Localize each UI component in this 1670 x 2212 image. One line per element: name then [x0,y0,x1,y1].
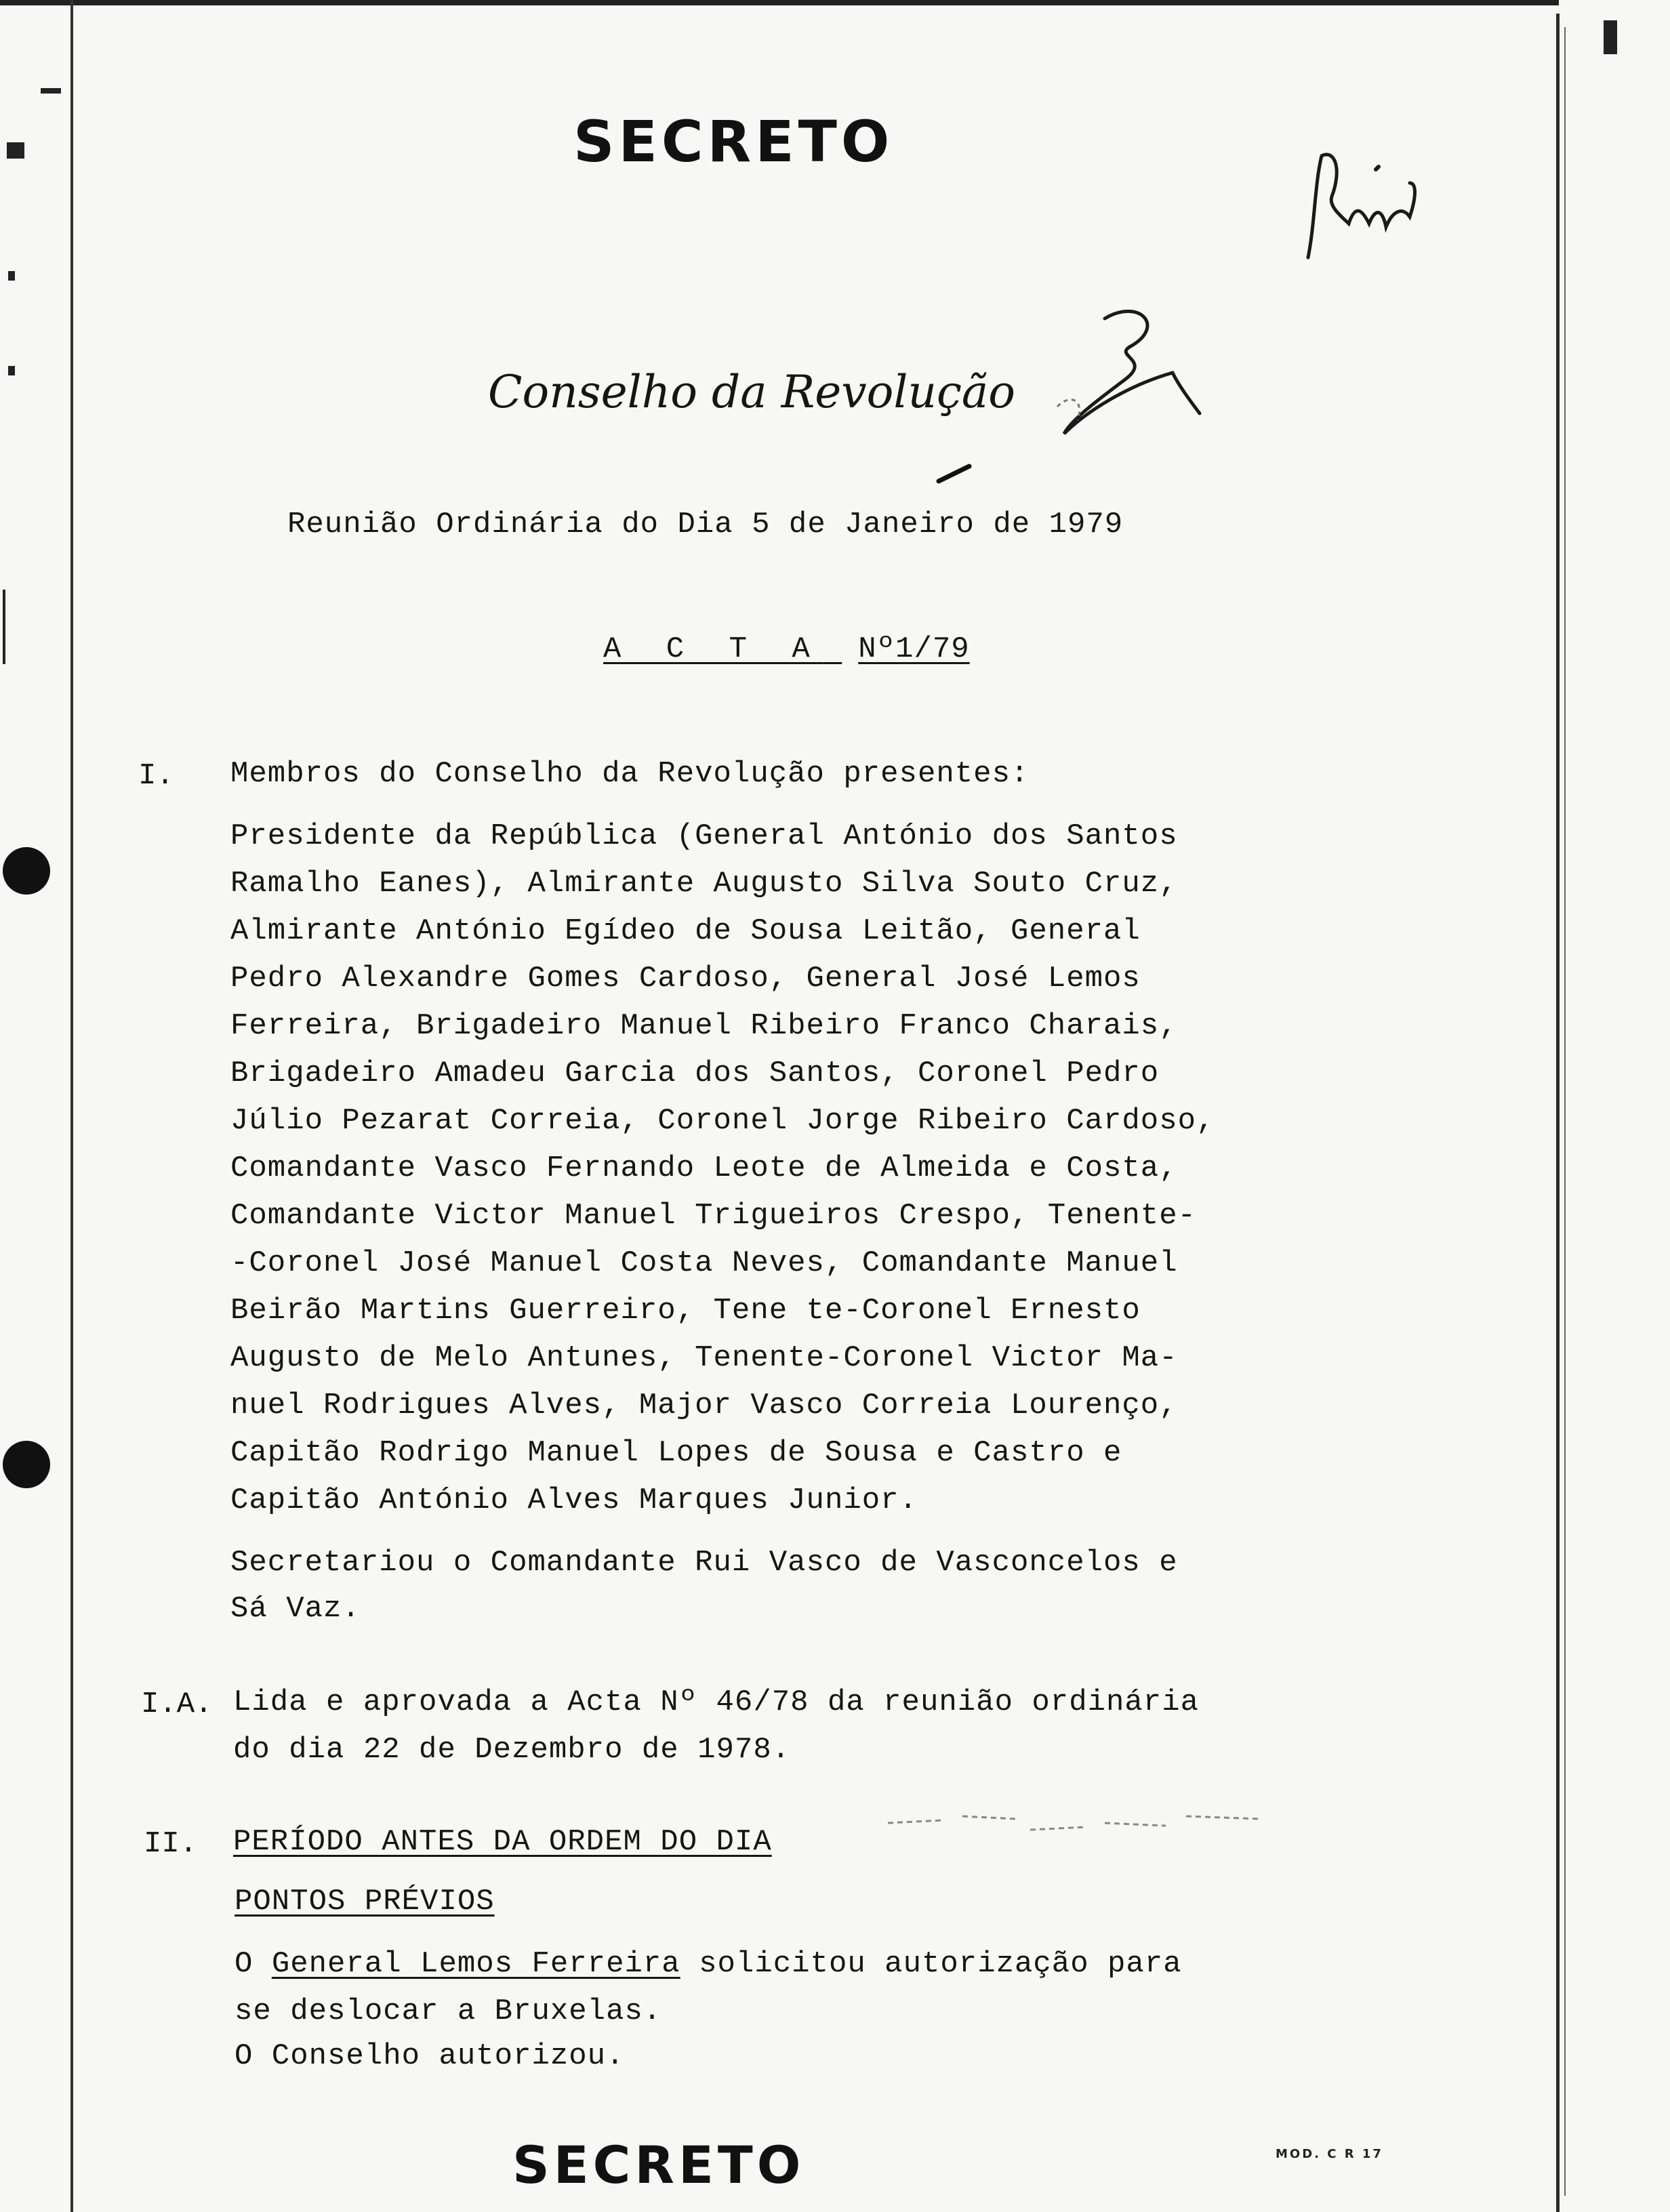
section-2-subtitle: PONTOS PRÉVIOS [235,1885,495,1919]
punch-hole-upper [3,847,50,895]
section-1-number: I. [138,759,174,793]
members-line: Brigadeiro Amadeu Garcia dos Santos, Coronel Pedro [230,1057,1160,1090]
secretary-line: Sá Vaz. [230,1592,361,1626]
classification-stamp-top: SECRETO [573,108,894,175]
right-margin-rule [1556,14,1560,2212]
meeting-title: Reunião Ordinária do Dia 5 de Janeiro de 1979 [287,508,1124,541]
section-2-paragraph-line-2: se deslocar a Bruxelas. [235,1994,662,2028]
section-2-title: PERÍODO ANTES DA ORDEM DO DIA [233,1825,772,1859]
handwritten-initials-signature [1295,142,1430,271]
members-line: Ramalho Eanes), Almirante Augusto Silva Souto Cruz, [230,867,1178,901]
members-line: Beirão Martins Guerreiro, Tene te-Coronel Ernesto [230,1294,1141,1328]
members-line: Capitão António Alves Marques Junior. [230,1483,918,1517]
members-line: Augusto de Melo Antunes, Tenente-Coronel Victor Ma- [230,1341,1178,1375]
members-line: nuel Rodrigues Alves, Major Vasco Correia Lourenço, [230,1389,1178,1422]
general-name: General Lemos Ferreira [271,1947,680,1981]
members-line: Capitão Rodrigo Manuel Lopes de Sousa e Castro e [230,1436,1122,1470]
section-1-title: Membros do Conselho da Revolução presentes: [230,757,1030,791]
ink-mark [935,461,976,488]
edge-mark [8,366,15,375]
members-line: Comandante Vasco Fernando Leote de Almeida e Costa, [230,1151,1178,1185]
section-2-paragraph-line-1 [235,1949,1182,1979]
scan-smudge [881,1796,1274,1850]
para-rest: solicitou autorização para [680,1947,1182,1981]
edge-mark [3,590,5,664]
members-line: Ferreira, Brigadeiro Manuel Ribeiro Franco Charais, [230,1009,1178,1043]
punch-hole-lower [3,1441,50,1488]
members-line: Presidente da República (General António dos Santos [230,819,1178,853]
acta-heading [603,634,970,664]
members-line: -Coronel José Manuel Costa Neves, Comandante Manuel [230,1246,1178,1280]
acta-label: A C T A [603,632,823,666]
members-line: Almirante António Egídeo de Sousa Leitão, General [230,914,1141,948]
flourish-signature [1044,298,1220,447]
right-margin-rule-inner [1564,27,1566,2196]
classification-stamp-bottom: SECRETO [512,2135,805,2195]
section-2-paragraph-line-3: O Conselho autorizou. [235,2039,625,2073]
corner-mark [1604,20,1617,54]
secretary-line: Secretariou o Comandante Rui Vasco de Vasconcelos e [230,1546,1178,1580]
form-code: MOD. C R 17 [1276,2147,1383,2161]
page-top-edge [0,0,1559,5]
edge-mark [7,142,24,159]
members-line: Júlio Pezarat Correia, Coronel Jorge Ribeiro Cardoso, [230,1104,1215,1138]
section-1a-number: I.A. [141,1687,213,1721]
members-line: Comandante Victor Manuel Trigueiros Crespo, Tenente- [230,1199,1197,1233]
edge-mark [8,271,15,281]
section-1a-line: Lida e aprovada a Acta Nº 46/78 da reunião ordinária [233,1685,1200,1719]
acta-number: Nº1/79 [858,632,970,666]
section-2-number: II. [144,1827,198,1861]
para-prefix: O [235,1947,272,1981]
members-line: Pedro Alexandre Gomes Cardoso, General José Lemos [230,962,1141,996]
edge-mark [41,88,61,94]
section-1a-line: do dia 22 de Dezembro de 1978. [233,1733,791,1767]
left-margin-rule [70,0,73,2212]
letterhead-title: Conselho da Revolução [488,366,1016,418]
